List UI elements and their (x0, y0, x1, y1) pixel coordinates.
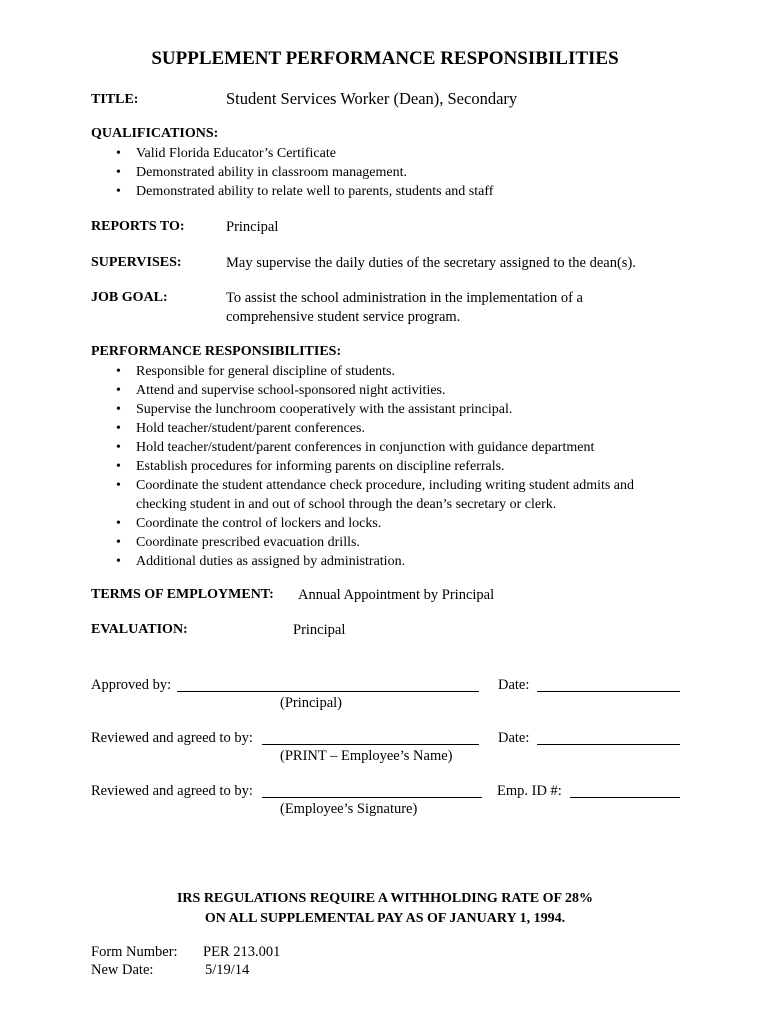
employee-signature-caption: (Employee’s Signature) (280, 801, 418, 817)
approved-by-signature-line[interactable] (177, 691, 479, 692)
job-goal-label: JOB GOAL: (91, 290, 168, 305)
list-item: • Additional duties as assigned by administration. (91, 552, 634, 571)
title-value: Student Services Worker (Dean), Secondary (226, 89, 518, 108)
reviewed-date-label: Date: (498, 730, 530, 746)
list-item: • Hold teacher/student/parent conferences in conjunction with guidance department (91, 438, 634, 457)
job-goal-line-1: To assist the school administration in the implementation of a (226, 290, 583, 306)
irs-notice-line-2: ON ALL SUPPLEMENTAL PAY AS OF JANUARY 1, 1994. (204, 911, 566, 926)
list-item: • Hold teacher/student/parent conferences. (91, 419, 634, 438)
document-title: SUPPLEMENT PERFORMANCE RESPONSIBILITIES (151, 48, 619, 69)
reports-to-label: REPORTS TO: (91, 219, 185, 234)
approved-by-caption: (Principal) (280, 695, 343, 711)
form-number-label: Form Number: (91, 944, 178, 960)
form-number-value: PER 213.001 (203, 944, 281, 960)
evaluation-value: Principal (293, 622, 346, 638)
emp-id-line[interactable] (570, 797, 680, 798)
reports-to-value: Principal (226, 219, 279, 235)
responsibilities-list (91, 362, 634, 571)
approved-date-line[interactable] (537, 691, 680, 692)
terms-value: Annual Appointment by Principal (298, 587, 495, 603)
new-date-label: New Date: (91, 962, 154, 978)
list-item: • Coordinate prescribed evacuation drills. (91, 533, 634, 552)
list-item: • Coordinate the control of lockers and locks. (91, 514, 634, 533)
list-item: • Attend and supervise school-sponsored night activities. (91, 381, 634, 400)
qualifications-label: QUALIFICATIONS: (91, 126, 219, 141)
irs-notice-line-1: IRS REGULATIONS REQUIRE A WITHHOLDING RATE OF 28% (176, 891, 594, 906)
job-goal-line-2: comprehensive student service program. (226, 309, 461, 325)
reviewed-date-line[interactable] (537, 744, 680, 745)
list-item: • Establish procedures for informing parents on discipline referrals. (91, 457, 634, 476)
new-date-value: 5/19/14 (205, 962, 250, 978)
list-item: • Demonstrated ability to relate well to parents, students and staff (91, 182, 493, 201)
emp-id-label: Emp. ID #: (497, 783, 562, 799)
list-item: • Demonstrated ability in classroom management. (91, 163, 493, 182)
list-item: • Valid Florida Educator’s Certificate (91, 144, 493, 163)
list-item: • Supervise the lunchroom cooperatively with the assistant principal. (91, 400, 634, 419)
terms-label: TERMS OF EMPLOYMENT: (91, 587, 274, 602)
list-item-continuation: checking student in and out of school through the dean’s secretary or clerk. (136, 497, 557, 512)
list-item: • Responsible for general discipline of students. (91, 362, 634, 381)
evaluation-label: EVALUATION: (91, 622, 188, 637)
approved-by-label: Approved by: (91, 677, 172, 693)
employee-name-line[interactable] (262, 744, 479, 745)
responsibilities-label: PERFORMANCE RESPONSIBILITIES: (91, 344, 342, 359)
reviewed-by-label: Reviewed and agreed to by: (91, 730, 253, 746)
approved-date-label: Date: (498, 677, 530, 693)
employee-signature-line[interactable] (262, 797, 482, 798)
supervises-value: May supervise the daily duties of the secretary assigned to the dean(s). (226, 255, 636, 271)
reviewed-by-label-2: Reviewed and agreed to by: (91, 783, 253, 799)
title-label: TITLE: (91, 92, 139, 107)
supervises-label: SUPERVISES: (91, 255, 182, 270)
qualifications-list (91, 144, 493, 201)
employee-name-caption: (PRINT – Employee’s Name) (280, 748, 453, 764)
list-item: • Coordinate the student attendance check procedure, including writing student admits and (91, 476, 634, 495)
